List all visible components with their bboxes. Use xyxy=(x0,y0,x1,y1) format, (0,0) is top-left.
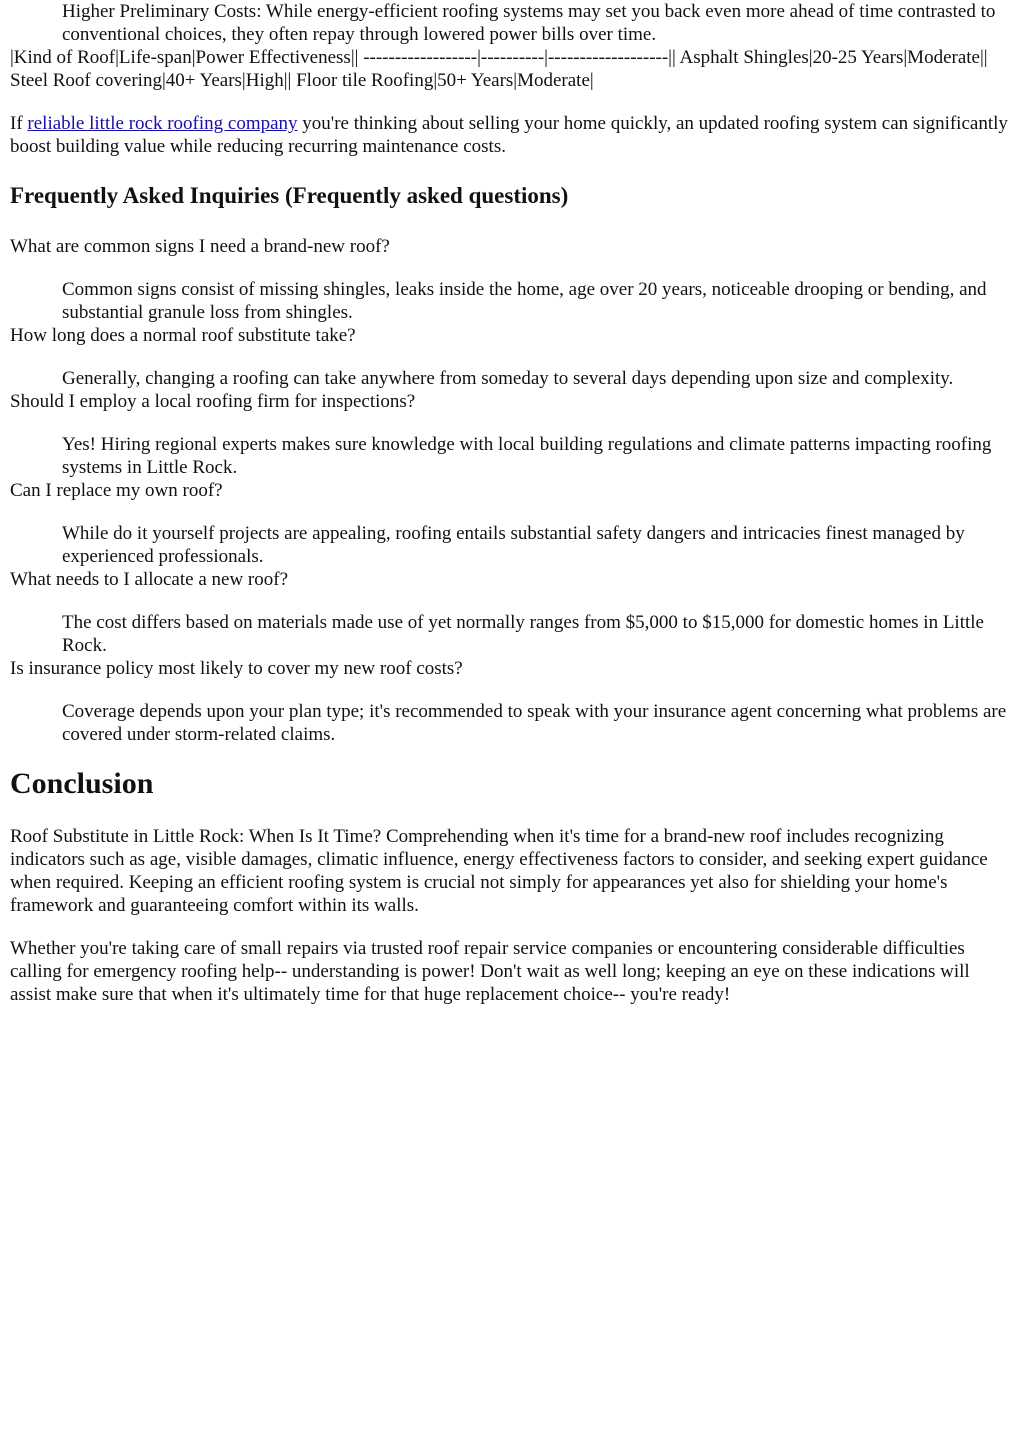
cost-paragraph: Higher Preliminary Costs: While energy-efficient roofing systems may set you back even more ahead of time contrasted to conventional choices, they often repay through lowered power bills over time. xyxy=(62,1,996,45)
faq-question: What are common signs I need a brand-new roof? xyxy=(10,236,390,257)
faq-question: How long does a normal roof substitute take? xyxy=(10,325,356,346)
selling-suffix: you're thinking about selling your home quickly, an updated roofing system can significantly boost building value while reducing recurring maintenance costs. xyxy=(10,113,1008,157)
conclusion-heading: Conclusion xyxy=(10,767,154,800)
faq-list xyxy=(10,235,1014,746)
faq-heading: Frequently Asked Inquiries (Frequently asked questions) xyxy=(10,183,569,208)
faq-question: What needs to I allocate a new roof? xyxy=(10,569,289,590)
faq-answer: Yes! Hiring regional experts makes sure knowledge with local building regulations and climate patterns impacting roofing systems in Little Rock. xyxy=(62,434,992,478)
faq-answer: Coverage depends upon your plan type; it's recommended to speak with your insurance agent concerning what problems are covered under storm-related claims. xyxy=(62,701,1007,745)
faq-answer: The cost differs based on materials made use of yet normally ranges from $5,000 to $15,000 for domestic homes in Little Rock. xyxy=(62,612,984,656)
faq-answer: Generally, changing a roofing can take anywhere from someday to several days depending upon size and complexity. xyxy=(62,368,954,389)
roof-comparison-table-text: |Kind of Roof|Life-span|Power Effectiveness|| ------------------|----------|-------------------|| Asphalt Shingles|20-25 Years|Moderate|| Steel Roof covering|40+ Years|High|| Floor tile Roofing|50+ Years|Moderate| xyxy=(10,47,988,91)
selling-prefix: If xyxy=(10,113,28,134)
selling-paragraph xyxy=(10,112,1014,158)
conclusion-paragraph-2: Whether you're taking care of small repairs via trusted roof repair service companies or encountering considerable difficulties calling for emergency roofing help-- understanding is power! Don't wait as well long; keeping an eye on these indications will assist make sure that when it's ultimately time for that huge replacement choice-- you're ready! xyxy=(10,938,970,1005)
faq-answer: While do it yourself projects are appealing, roofing entails substantial safety dangers and intricacies finest managed by experienced professionals. xyxy=(62,523,965,567)
roofing-company-link[interactable]: reliable little rock roofing company xyxy=(27,113,298,134)
faq-answer: Common signs consist of missing shingles, leaks inside the home, age over 20 years, noticeable drooping or bending, and substantial granule loss from shingles. xyxy=(62,279,987,323)
faq-question: Should I employ a local roofing firm for inspections? xyxy=(10,391,416,412)
conclusion-paragraph-1: Roof Substitute in Little Rock: When Is It Time? Comprehending when it's time for a brand-new roof includes recognizing indicators such as age, visible damages, climatic influence, energy effectiveness factors to consider, and seeking expert guidance when required. Keeping an efficient roofing system is crucial not simply for appearances yet also for shielding your home's framework and guaranteeing comfort within its walls. xyxy=(10,826,988,916)
faq-question: Is insurance policy most likely to cover my new roof costs? xyxy=(10,658,463,679)
faq-question: Can I replace my own roof? xyxy=(10,480,223,501)
